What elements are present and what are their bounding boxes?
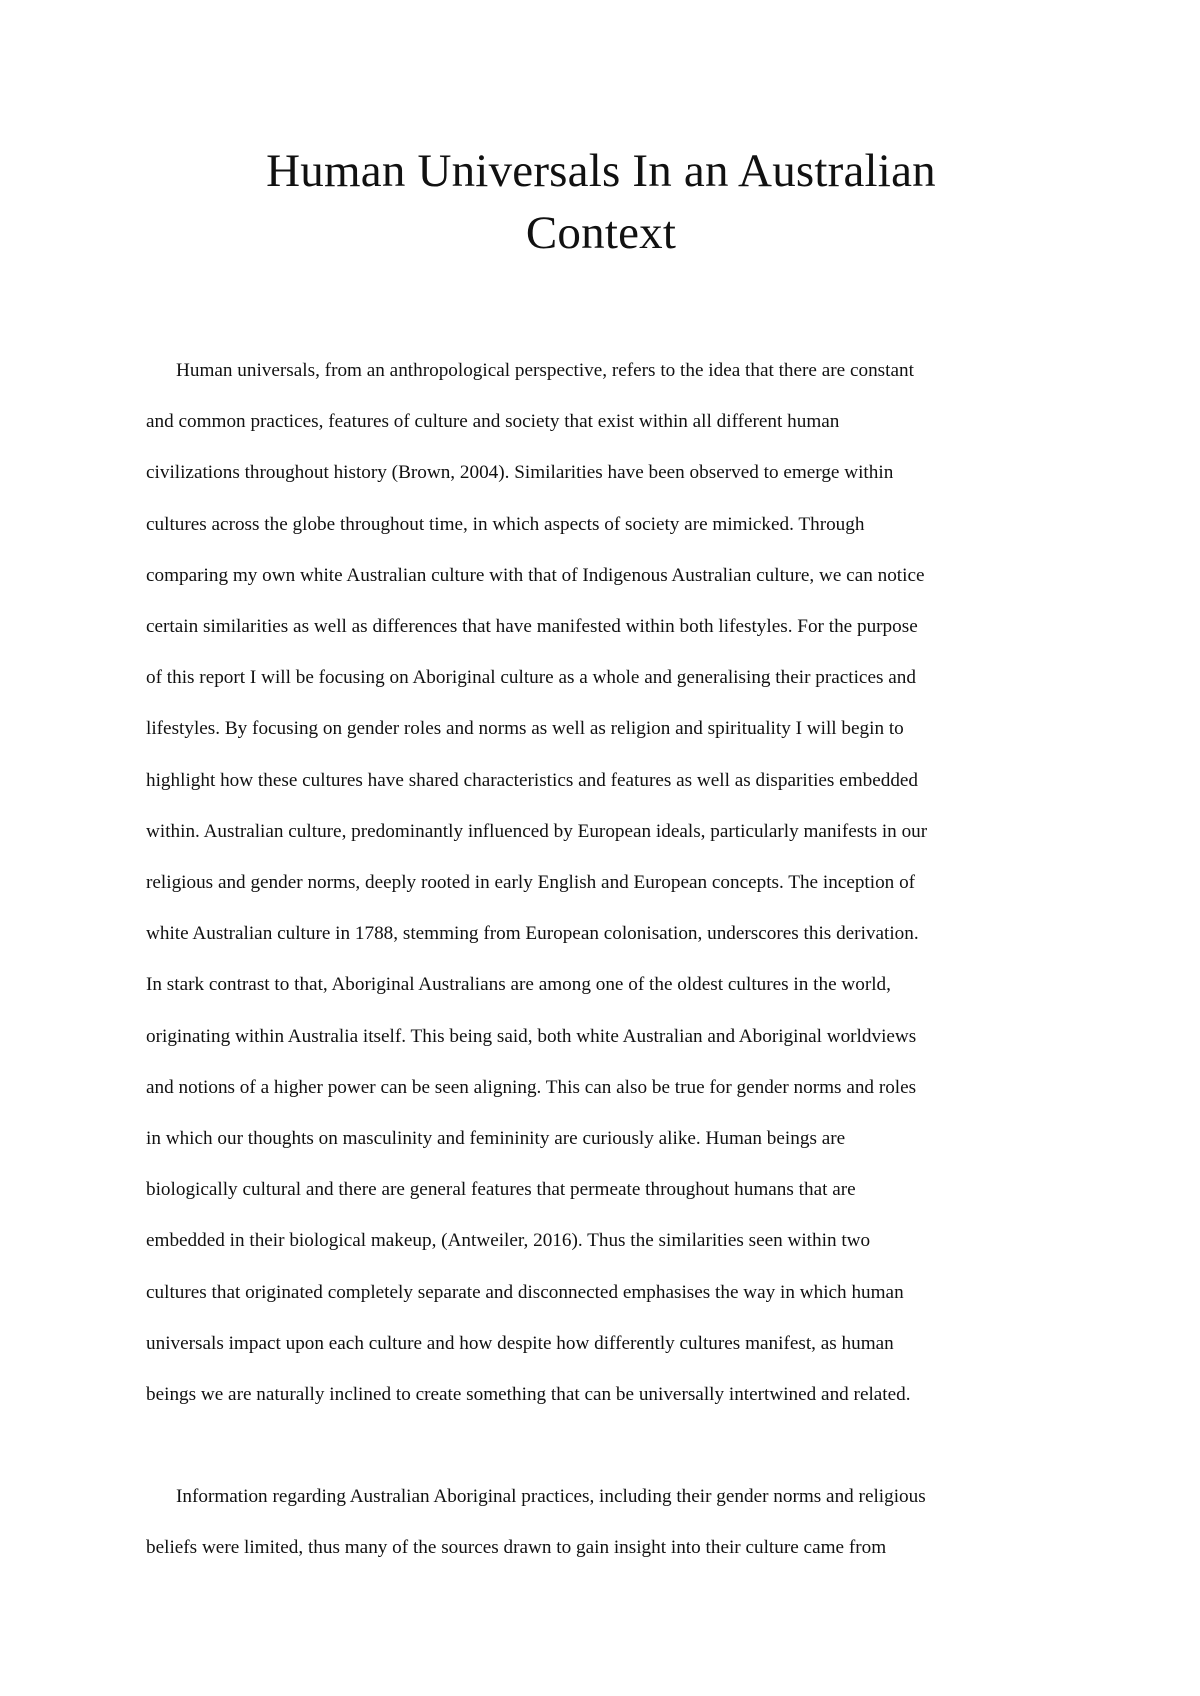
paragraph-line: Information regarding Australian Aboriginal practices, including their gender norms and religious xyxy=(176,1486,926,1508)
paragraph-line: Human universals, from an anthropological perspective, refers to the idea that there are constant xyxy=(176,360,914,381)
paragraph-line: highlight how these cultures have shared characteristics and features as well as disparities embedded xyxy=(146,769,919,791)
paragraph-line: and common practices, features of culture and society that exist within all different human xyxy=(146,411,840,433)
paragraph-line: beings we are naturally inclined to create something that can be universally intertwined and related. xyxy=(146,1384,911,1406)
paragraph-line: biologically cultural and there are general features that permeate throughout humans that are xyxy=(146,1179,856,1201)
paragraph-line: white Australian culture in 1788, stemming from European colonisation, underscores this derivation. xyxy=(146,923,919,945)
paragraph-line: civilizations throughout history (Brown, 2004). Similarities have been observed to emerge within xyxy=(146,462,894,484)
title-line: Context xyxy=(525,207,677,259)
paragraph-line: universals impact upon each culture and how despite how differently cultures manifest, as human xyxy=(146,1332,894,1354)
body-paragraph xyxy=(146,1471,1056,1573)
document-title xyxy=(146,140,1056,264)
paragraph-line: originating within Australia itself. This being said, both white Australian and Aboriginal worldviews xyxy=(146,1025,917,1047)
paragraph-line: in which our thoughts on masculinity and femininity are curiously alike. Human beings are xyxy=(146,1128,846,1150)
paragraph-line: comparing my own white Australian culture with that of Indigenous Australian culture, we can notice xyxy=(146,564,925,586)
paragraph-line: within. Australian culture, predominantly influenced by European ideals, particularly manifests in our xyxy=(146,820,928,842)
paragraph-line: and notions of a higher power can be seen aligning. This can also be true for gender norms and roles xyxy=(146,1076,917,1098)
paragraph-line: embedded in their biological makeup, (Antweiler, 2016). Thus the similarities seen within two xyxy=(146,1230,871,1252)
paragraph-line: cultures that originated completely separate and disconnected emphasises the way in which human xyxy=(146,1281,904,1303)
title-line: Human Universals In an Australian xyxy=(266,145,936,197)
paragraph-line: cultures across the globe throughout time, in which aspects of society are mimicked. Through xyxy=(146,513,865,535)
paragraph-line: lifestyles. By focusing on gender roles and norms as well as religion and spirituality I will begin to xyxy=(146,718,904,740)
paragraph-line: beliefs were limited, thus many of the sources drawn to gain insight into their culture came from xyxy=(146,1537,887,1559)
body-paragraph xyxy=(146,345,1056,1420)
paragraph-line: religious and gender norms, deeply rooted in early English and European concepts. The inception of xyxy=(146,872,916,894)
paragraph-line: certain similarities as well as differences that have manifested within both lifestyles. For the purpose xyxy=(146,616,918,638)
paragraph-line: of this report I will be focusing on Aboriginal culture as a whole and generalising their practices and xyxy=(146,667,916,689)
paragraph-line: In stark contrast to that, Aboriginal Australians are among one of the oldest cultures in the world, xyxy=(146,974,891,996)
